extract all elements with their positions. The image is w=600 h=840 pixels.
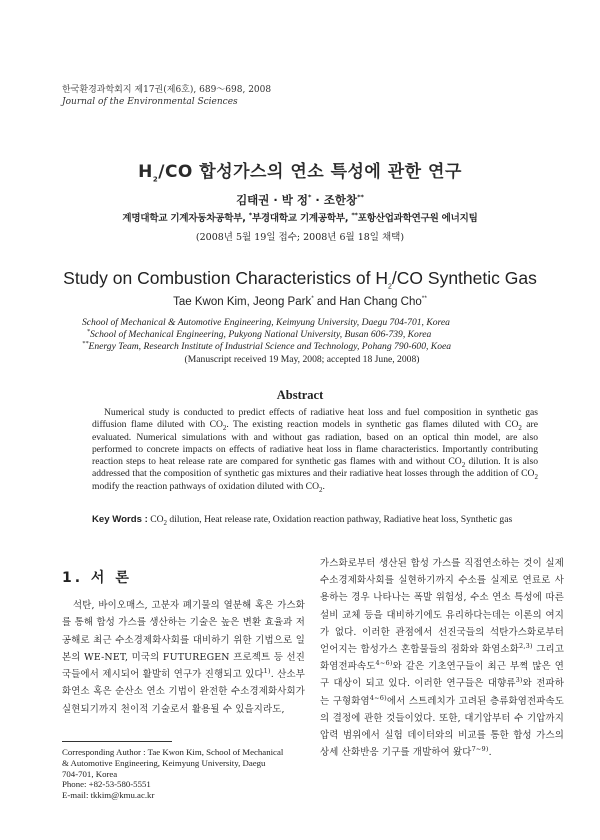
subscript: 2 (461, 461, 466, 470)
body-text: 석탄, 바이오매스, 고분자 폐기물의 열분해 혹은 가스화를 통해 합성 가스를 생산하는 기술은 높은 변환 효율과 저공해로 최근 수소경제화사회를 대비하기 위한 기법으로 일본의 WE-NET, 미국의 FUTUREGEN 프로젝트 등 선진국들에서 제시되어 활발히 연구가 진행되고 있다 (62, 600, 305, 681)
footnote-line: Corresponding Author : Tae Kwon Kim, School of Mechanical (62, 747, 284, 757)
title-english (0, 268, 600, 289)
journal-name-ko: 한국환경과학회지 제17권(제6호), 689～698, 2008 (62, 85, 272, 95)
journal-name-en: Journal of the Environmental Sciences (62, 97, 238, 107)
abstract-text: dilution. It is also addressed that the composition of synthetic gas mixtures and their radiative heat losses through the addition of CO (92, 456, 538, 480)
affiliation-english (82, 317, 522, 366)
affil-line-1: School of Mechanical & Automotive Engineering, Keimyung University, Daegu 704-701, Korea (82, 317, 450, 328)
body-text: 에서 스트레치가 고려된 층류화염전파속도의 결정에 관한 것들이었다. 또한, 대기압부터 수 기압까지 압력 범위에서 실험 데이터와의 비교를 통한 합성 가스의 상세 산화반응 기구를 개발하여 왔다 (320, 695, 564, 759)
paragraph (320, 555, 564, 761)
affil-mark: ** (351, 210, 358, 219)
subscript: 2 (222, 424, 227, 433)
keywords-text: CO (147, 514, 164, 525)
journal-header (62, 84, 271, 108)
affil-mark: * (248, 210, 252, 219)
keywords-label: Key Words : (92, 514, 148, 525)
affil-part: 부경대학교 기계공학부, (251, 213, 352, 224)
received-date-korean: (2008년 5월 19일 접수; 2008년 6월 18일 채택) (195, 232, 405, 243)
footnote-divider (62, 741, 172, 742)
keywords-text: dilution, Heat release rate, Oxidation reaction pathway, Radiative heat loss, Synthetic gas (167, 514, 513, 525)
footnote-email: E-mail: tkkim@kmu.ac.kr (62, 790, 155, 801)
abstract-text: are evaluated. Numerical simulations with and without gas radiation, based on an optical thin model, are also performed to concrete impacts on effects of radiative heat loss in flame characteristics. Importantly contributing reaction steps to heat release rate are compared for synthetic gas flames with and without CO (92, 419, 538, 468)
citation: 3) (515, 676, 523, 685)
affil-text: Energy Team, Research Institute of Industrial Science and Technology, Pohang 790-600, Koea (88, 341, 452, 353)
keywords (92, 514, 552, 525)
citation: 4~6) (375, 659, 393, 668)
body-text: 와 전파하는 구형화염 (320, 678, 564, 707)
title-ko-part: /CO 합성가스의 연소 특성에 관한 연구 (158, 162, 462, 182)
affil-mark: ** (82, 340, 89, 348)
footnote-line: & Automotive Engineering, Keimyung University, Daegu (62, 757, 266, 768)
affil-mark: * (86, 328, 91, 336)
body-text: 가스화로부터 생산된 합성 가스를 직접연소하는 것이 실제 수소경제화사회를 실현하기까지 수소를 실제로 연료로 사용하는 경우 나타나는 폭발 위험성, 수소 연소 특성에 따른 설비 교체 등을 대비하기에도 유리하다는데는 이론의 여지가 없다. 이러한 관점에서 선진국들의 석탄가스화로부터 얻어지는 합성가스 혼합물들의 점화와 화염소화 (320, 558, 564, 656)
footnote-line: 704-701, Korea (62, 768, 118, 779)
author-mark: * (308, 193, 312, 202)
author-names: and Han Chang Cho (313, 296, 422, 308)
title-en-subscript: 2 (388, 283, 392, 291)
authors-english (0, 296, 600, 308)
abstract-text: . The existing reaction models in synthetic gas flames diluted with CO (226, 419, 519, 431)
affil-text: School of Mechanical Engineering, Pukyong National University, Busan 606-739, Korea (90, 329, 432, 341)
title-ko-subscript: 2 (152, 175, 159, 184)
abstract-body (92, 407, 538, 493)
subscript: 2 (319, 485, 323, 494)
body-text: 그리고 화염전파속도 (320, 644, 564, 673)
author-mark: * (311, 295, 314, 303)
body-text: 와 같은 기초연구들이 최근 부쩍 많은 연구 대상이 되고 있다. 이러한 연구들은 대향류 (320, 661, 564, 690)
subscript: 2 (518, 424, 522, 433)
affil-part: 포항산업과학연구원 에너지팀 (357, 213, 478, 224)
authors-korean (0, 192, 600, 208)
abstract-heading: Abstract (276, 388, 324, 402)
author-names: Tae Kwon Kim, Jeong Park (173, 296, 312, 308)
affil-line-2 (82, 329, 522, 341)
affil-line-3 (82, 341, 522, 353)
body-column-left (62, 597, 305, 718)
author-names: · 조한창 (311, 193, 358, 207)
author-mark: ** (357, 193, 364, 202)
body-text: . (488, 747, 492, 759)
subscript: 2 (534, 473, 538, 482)
affiliation-korean (0, 210, 600, 224)
title-ko-part: H (138, 162, 153, 182)
section-heading-introduction: 1. 서 론 (62, 570, 132, 586)
body-column-right (320, 555, 564, 761)
paragraph (62, 597, 305, 718)
author-mark: ** (421, 295, 427, 303)
abstract-text: . (322, 480, 325, 492)
affil-part: 계명대학교 기계자동차공학부, (122, 213, 249, 224)
corresponding-author-footnote (62, 747, 310, 801)
title-en-part: /CO Synthetic Gas (391, 268, 537, 288)
abstract-text: Numerical study is conducted to predict effects of radiative heat loss and fuel composition in synthetic gas diffusion flame diluted with CO (92, 407, 538, 431)
title-en-part: Study on Combustion Characteristics of H (63, 268, 389, 288)
abstract-text: modify the reaction pathways of oxidation diluted with CO (92, 480, 320, 492)
citation: 2,3) (519, 641, 533, 650)
subscript: 2 (163, 518, 168, 527)
citation: 4~6) (369, 693, 387, 702)
body-text: . 산소부화연소 혹은 순산소 연소 기법이 완전한 수소경제화사회가 실현되기까지 천이적 기술로서 활용될 수 있을지라도, (62, 669, 305, 715)
manuscript-received: (Manuscript received 19 May, 2008; accepted 18 June, 2008) (184, 353, 420, 365)
citation: 1) (263, 667, 271, 676)
title-korean (0, 157, 600, 182)
author-names: 김태권 · 박 정 (236, 193, 308, 207)
footnote-line: Phone: +82-53-580-5551 (62, 779, 151, 790)
citation: 7~9) (471, 745, 489, 754)
